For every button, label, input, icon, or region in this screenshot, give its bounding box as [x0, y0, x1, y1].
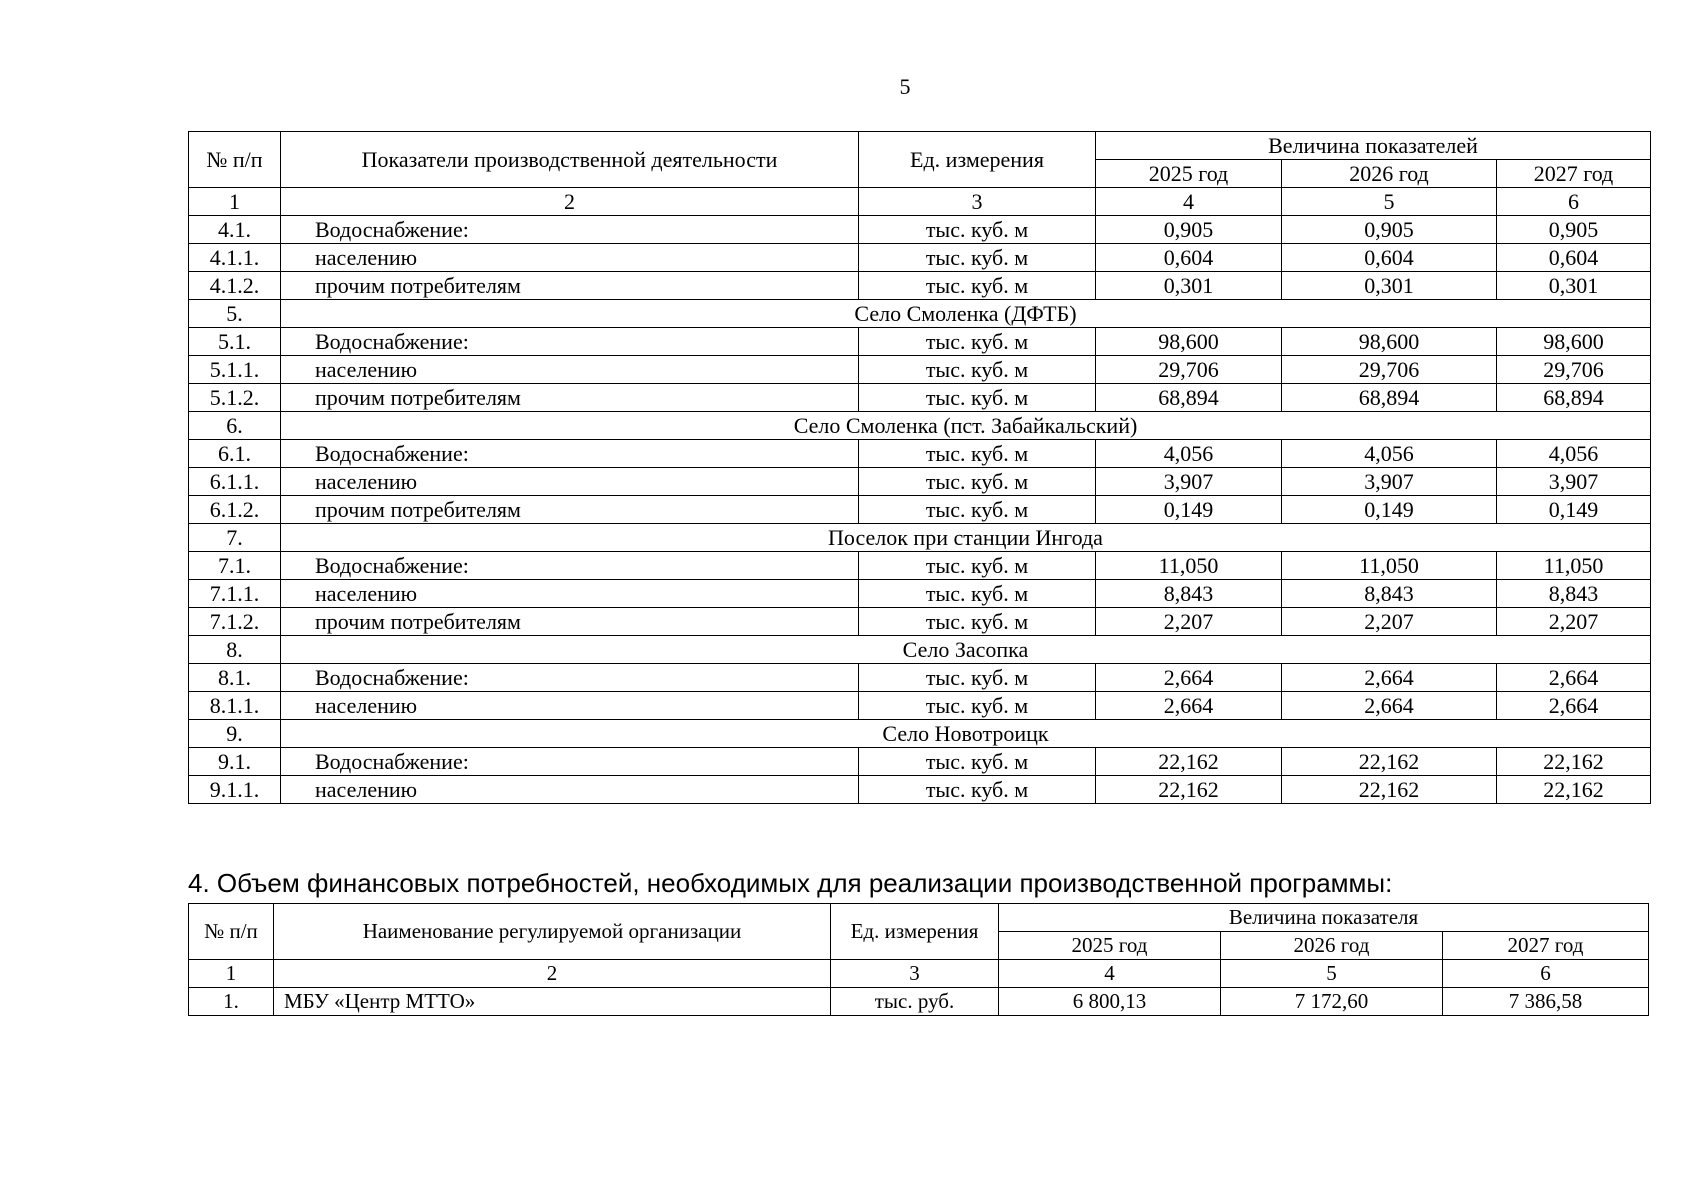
section-4-heading: 4. Объем финансовых потребностей, необходимых для реализации производственной программы: [188, 868, 1393, 898]
table-row [189, 356, 1651, 384]
value-cell: 8,843 [1497, 580, 1651, 608]
section-row [189, 300, 1651, 328]
indicator-name: Водоснабжение: [281, 552, 859, 580]
value-cell: 0,604 [1282, 244, 1497, 272]
indicator-name: Водоснабжение: [281, 748, 859, 776]
row-num: 6.1.2. [189, 496, 281, 524]
value-cell: 0,149 [1282, 496, 1497, 524]
row-num: 7. [189, 524, 281, 552]
indicator-name: Водоснабжение: [281, 216, 859, 244]
row-num: 4.1.1. [189, 244, 281, 272]
value-cell: 29,706 [1497, 356, 1651, 384]
table-row [189, 692, 1651, 720]
row-num: 6.1. [189, 440, 281, 468]
value-cell: 2,207 [1096, 608, 1282, 636]
value-cell: 22,162 [1096, 748, 1282, 776]
value-cell: 6 800,13 [999, 988, 1221, 1016]
value-cell: 3,907 [1096, 468, 1282, 496]
value-cell: 2,664 [1497, 664, 1651, 692]
row-unit: тыс. куб. м [859, 664, 1096, 692]
column-numbers-row [189, 960, 1649, 988]
value-cell: 2,207 [1497, 608, 1651, 636]
value-cell: 8,843 [1282, 580, 1497, 608]
column-number: 4 [1096, 188, 1282, 216]
column-number: 1 [189, 960, 274, 988]
value-cell: 0,905 [1497, 216, 1651, 244]
value-cell: 4,056 [1497, 440, 1651, 468]
row-num: 7.1.2. [189, 608, 281, 636]
row-num: 7.1. [189, 552, 281, 580]
row-unit: тыс. куб. м [859, 440, 1096, 468]
row-num: 6.1.1. [189, 468, 281, 496]
column-number: 5 [1221, 960, 1443, 988]
financial-needs-table [188, 903, 1649, 1016]
indicator-name: населению [281, 776, 859, 804]
column-number: 5 [1282, 188, 1497, 216]
indicator-name: населению [281, 580, 859, 608]
table-row [189, 664, 1651, 692]
value-cell: 68,894 [1497, 384, 1651, 412]
value-cell: 11,050 [1497, 552, 1651, 580]
value-cell: 98,600 [1282, 328, 1497, 356]
value-cell: 22,162 [1282, 748, 1497, 776]
indicator-name: Водоснабжение: [281, 664, 859, 692]
header-indicator: Показатели производственной деятельности [281, 132, 859, 188]
section-row [189, 412, 1651, 440]
row-unit: тыс. руб. [831, 988, 999, 1016]
header-unit: Ед. измерения [859, 132, 1096, 188]
table-row [189, 440, 1651, 468]
row-unit: тыс. куб. м [859, 272, 1096, 300]
row-unit: тыс. куб. м [859, 552, 1096, 580]
value-cell: 7 386,58 [1443, 988, 1649, 1016]
row-unit: тыс. куб. м [859, 356, 1096, 384]
table-row [189, 608, 1651, 636]
value-cell: 2,664 [1096, 692, 1282, 720]
value-cell: 0,149 [1096, 496, 1282, 524]
indicator-name: прочим потребителям [281, 608, 859, 636]
row-unit: тыс. куб. м [859, 468, 1096, 496]
header-unit: Ед. измерения [831, 904, 999, 960]
row-unit: тыс. куб. м [859, 496, 1096, 524]
table-row [189, 272, 1651, 300]
org-name: МБУ «Центр МТТО» [274, 988, 831, 1016]
section-row [189, 524, 1651, 552]
indicator-name: Водоснабжение: [281, 440, 859, 468]
table-row [189, 552, 1651, 580]
section-row [189, 720, 1651, 748]
row-unit: тыс. куб. м [859, 216, 1096, 244]
column-number: 1 [189, 188, 281, 216]
indicator-name: прочим потребителям [281, 384, 859, 412]
table-row [189, 216, 1651, 244]
row-unit: тыс. куб. м [859, 692, 1096, 720]
header-values-group: Величина показателя [999, 904, 1649, 932]
row-num: 8.1. [189, 664, 281, 692]
value-cell: 3,907 [1282, 468, 1497, 496]
section-title: Село Засопка [281, 636, 1651, 664]
value-cell: 22,162 [1282, 776, 1497, 804]
indicator-name: населению [281, 692, 859, 720]
column-number: 2 [274, 960, 831, 988]
table-row [189, 988, 1649, 1016]
value-cell: 0,301 [1096, 272, 1282, 300]
section-title: Поселок при станции Ингода [281, 524, 1651, 552]
column-number: 6 [1497, 188, 1651, 216]
column-number: 6 [1443, 960, 1649, 988]
production-indicators-table [188, 131, 1651, 804]
value-cell: 0,604 [1096, 244, 1282, 272]
row-num: 5. [189, 300, 281, 328]
table-row [189, 496, 1651, 524]
value-cell: 2,664 [1497, 692, 1651, 720]
header-org: Наименование регулируемой организации [274, 904, 831, 960]
value-cell: 11,050 [1282, 552, 1497, 580]
row-num: 9.1.1. [189, 776, 281, 804]
value-cell: 68,894 [1282, 384, 1497, 412]
value-cell: 0,905 [1282, 216, 1497, 244]
indicator-name: прочим потребителям [281, 272, 859, 300]
table-row [189, 580, 1651, 608]
indicator-name: населению [281, 356, 859, 384]
row-unit: тыс. куб. м [859, 580, 1096, 608]
column-number: 2 [281, 188, 859, 216]
value-cell: 4,056 [1282, 440, 1497, 468]
row-num: 4.1. [189, 216, 281, 244]
value-cell: 29,706 [1096, 356, 1282, 384]
table-row [189, 384, 1651, 412]
row-num: 1. [189, 988, 274, 1016]
row-num: 6. [189, 412, 281, 440]
page-number: 5 [899, 74, 911, 99]
row-unit: тыс. куб. м [859, 328, 1096, 356]
value-cell: 0,301 [1497, 272, 1651, 300]
section-row [189, 636, 1651, 664]
row-unit: тыс. куб. м [859, 748, 1096, 776]
section-title: Село Новотроицк [281, 720, 1651, 748]
value-cell: 8,843 [1096, 580, 1282, 608]
value-cell: 0,149 [1497, 496, 1651, 524]
header-values-group: Величина показателей [1096, 132, 1651, 160]
header-year: 2026 год [1221, 932, 1443, 960]
indicator-name: Водоснабжение: [281, 328, 859, 356]
value-cell: 22,162 [1497, 776, 1651, 804]
value-cell: 2,664 [1096, 664, 1282, 692]
row-num: 5.1.1. [189, 356, 281, 384]
row-unit: тыс. куб. м [859, 384, 1096, 412]
row-num: 4.1.2. [189, 272, 281, 300]
row-num: 5.1.2. [189, 384, 281, 412]
table-row [189, 468, 1651, 496]
row-num: 9. [189, 720, 281, 748]
value-cell: 98,600 [1497, 328, 1651, 356]
value-cell: 29,706 [1282, 356, 1497, 384]
column-numbers-row [189, 188, 1651, 216]
value-cell: 2,664 [1282, 692, 1497, 720]
column-number: 4 [999, 960, 1221, 988]
value-cell: 98,600 [1096, 328, 1282, 356]
row-num: 9.1. [189, 748, 281, 776]
value-cell: 3,907 [1497, 468, 1651, 496]
value-cell: 22,162 [1497, 748, 1651, 776]
column-number: 3 [859, 188, 1096, 216]
header-year: 2027 год [1443, 932, 1649, 960]
row-unit: тыс. куб. м [859, 776, 1096, 804]
header-num: № п/п [189, 132, 281, 188]
value-cell: 2,207 [1282, 608, 1497, 636]
table-row [189, 328, 1651, 356]
value-cell: 4,056 [1096, 440, 1282, 468]
indicator-name: населению [281, 468, 859, 496]
section-title: Село Смоленка (пст. Забайкальский) [281, 412, 1651, 440]
value-cell: 0,905 [1096, 216, 1282, 244]
table-row [189, 776, 1651, 804]
indicator-name: населению [281, 244, 859, 272]
value-cell: 0,301 [1282, 272, 1497, 300]
row-num: 8. [189, 636, 281, 664]
row-unit: тыс. куб. м [859, 244, 1096, 272]
indicator-name: прочим потребителям [281, 496, 859, 524]
value-cell: 11,050 [1096, 552, 1282, 580]
value-cell: 22,162 [1096, 776, 1282, 804]
header-year: 2025 год [1096, 160, 1282, 188]
row-num: 5.1. [189, 328, 281, 356]
row-num: 8.1.1. [189, 692, 281, 720]
row-num: 7.1.1. [189, 580, 281, 608]
column-number: 3 [831, 960, 999, 988]
value-cell: 68,894 [1096, 384, 1282, 412]
header-num: № п/п [189, 904, 274, 960]
section-title: Село Смоленка (ДФТБ) [281, 300, 1651, 328]
table-row [189, 244, 1651, 272]
table-row [189, 748, 1651, 776]
value-cell: 7 172,60 [1221, 988, 1443, 1016]
row-unit: тыс. куб. м [859, 608, 1096, 636]
header-year: 2027 год [1497, 160, 1651, 188]
header-year: 2025 год [999, 932, 1221, 960]
header-year: 2026 год [1282, 160, 1497, 188]
value-cell: 0,604 [1497, 244, 1651, 272]
value-cell: 2,664 [1282, 664, 1497, 692]
